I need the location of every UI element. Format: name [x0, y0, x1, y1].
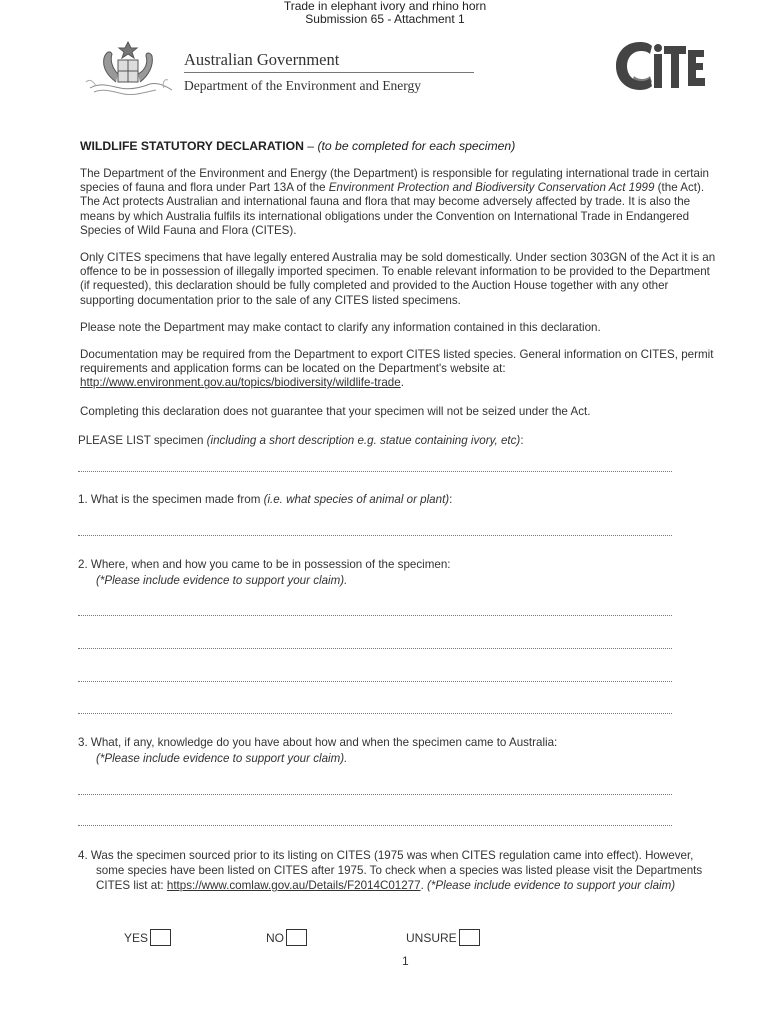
p4-text: Documentation may be required from the Department to export CITES listed species. General information on CITES, permit requirements and application forms can be located on the Department's website at: — [80, 348, 714, 376]
question-4-body — [78, 848, 718, 893]
question-2: 2. Where, when and how you came to be in possession of the specimen: — [78, 558, 451, 571]
q3-answer-line-2[interactable] — [78, 825, 672, 826]
q1-hint: (i.e. what species of animal or plant) — [263, 493, 450, 506]
question-3-note: (*Please include evidence to support your claim). — [96, 752, 348, 765]
q4-note: (*Please include evidence to support your claim) — [427, 879, 676, 892]
option-unsure[interactable] — [406, 929, 480, 946]
q2-answer-line-2[interactable] — [78, 648, 672, 649]
p4-end: . — [400, 376, 404, 390]
specimen-list-prompt — [78, 433, 524, 448]
p1-text-a: The Department of the Environment and Energy (the Department) is responsible for regulating international trade in certain species of fauna and flora under Part 13A of the — [80, 167, 709, 195]
q4-text: 4. Was the specimen sourced prior to its listing on CITES (1975 was when CITES regulation came into effect). However, some species have been listed on CITES after 1975. To check when a species was listed please visit the Departments CITES list at: — [78, 849, 703, 892]
list-colon: : — [520, 434, 524, 447]
department-name: Department of the Environment and Energy — [184, 78, 422, 93]
cites-list-link[interactable]: https://www.comlaw.gov.au/Details/F2014C01277 — [166, 879, 421, 892]
page-number: 1 — [402, 954, 409, 968]
header-divider — [184, 72, 474, 73]
title-subtitle: (to be completed for each specimen) — [317, 139, 516, 153]
q1-colon: : — [449, 493, 453, 506]
paragraph-documentation — [80, 348, 720, 391]
coat-of-arms-icon — [80, 38, 176, 98]
no-checkbox[interactable] — [286, 929, 307, 946]
paragraph-seizure-note: Completing this declaration does not guarantee that your specimen will not be seized under the Act. — [80, 405, 591, 418]
q3-answer-line-1[interactable] — [78, 794, 672, 795]
unsure-checkbox[interactable] — [459, 929, 480, 946]
cites-logo-icon — [610, 36, 710, 98]
q2-answer-line-4[interactable] — [78, 713, 672, 714]
header-line-2: Submission 65 - Attachment 1 — [305, 12, 465, 26]
p1-text-b: (the Act). The Act protects Australian and international fauna and flora that may become adversely affected by trade. It is also the means by which Australia fulfils its international obligations under the Convention on International Trade in Endangered Species of Wild Fauna and Flora (CITES). — [80, 181, 705, 237]
paragraph-intro — [80, 167, 720, 238]
yes-checkbox[interactable] — [150, 929, 171, 946]
specimen-list-answer-line[interactable] — [78, 471, 672, 472]
option-unsure-label: UNSURE — [406, 931, 457, 945]
document-header — [0, 0, 770, 26]
title-dash: – — [303, 139, 318, 153]
declaration-title — [80, 139, 515, 153]
option-yes-label: YES — [124, 931, 149, 945]
q2-answer-line-1[interactable] — [78, 615, 672, 616]
question-1 — [78, 492, 452, 507]
title-main: WILDLIFE STATUTORY DECLARATION — [80, 139, 304, 153]
paragraph-domestic-sale: Only CITES specimens that have legally entered Australia may be sold domestically. Under section 303GN of the Act it is an offence to be in possession of illegally imported specimen. To enable relevant information to be provided to the Department (if requested), this declaration should be fully completed and provided to the Auction House together with any other supporting documentation prior to the sale of any CITES listed specimens. — [80, 251, 716, 307]
p1-act-name: Environment Protection and Biodiversity Conservation Act 1999 — [328, 181, 655, 195]
option-yes[interactable] — [124, 929, 171, 946]
q2-answer-line-3[interactable] — [78, 681, 672, 682]
list-hint: (including a short description e.g. statue containing ivory, etc) — [206, 434, 521, 447]
paragraph-contact-note: Please note the Department may make contact to clarify any information contained in this declaration. — [80, 321, 601, 334]
question-2-note: (*Please include evidence to support your claim). — [96, 574, 348, 587]
question-4 — [78, 848, 718, 893]
environment-website-link[interactable]: http://www.environment.gov.au/topics/biodiversity/wildlife-trade — [80, 376, 401, 390]
q1-text: 1. What is the specimen made from — [78, 493, 264, 506]
q1-answer-line[interactable] — [78, 535, 672, 536]
option-no[interactable] — [266, 929, 307, 946]
option-no-label: NO — [266, 931, 284, 945]
government-name: Australian Government — [184, 50, 340, 69]
header-line-1: Trade in elephant ivory and rhino horn — [283, 0, 487, 13]
list-label: PLEASE LIST specimen — [78, 434, 207, 447]
q4-period: . — [420, 879, 428, 892]
question-3: 3. What, if any, knowledge do you have about how and when the specimen came to Australia: — [78, 736, 558, 749]
